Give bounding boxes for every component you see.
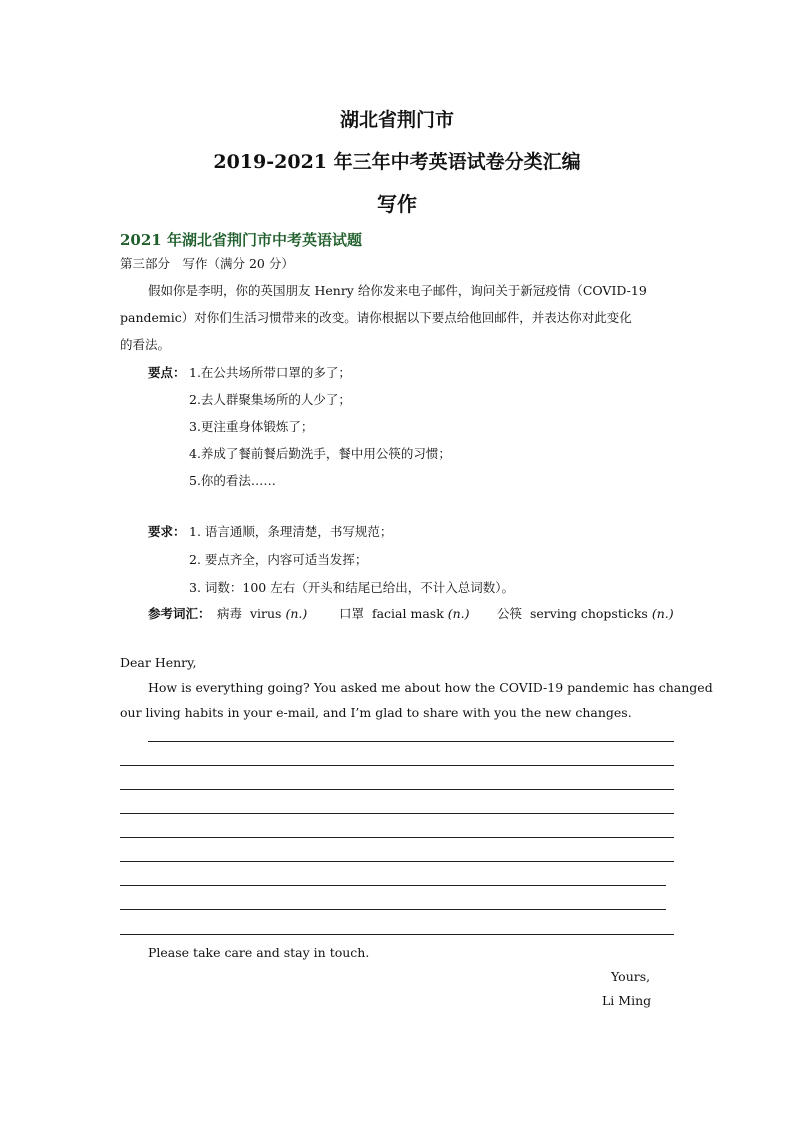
point-item: 2.去人群聚集场所的人少了； <box>189 392 351 407</box>
requirement-item: 3. 词数：100 左右（开头和结尾已给出，不计入总词数）。 <box>189 580 514 595</box>
vocab-pos: (n.) <box>285 606 308 621</box>
vocab-item-mask <box>339 604 470 622</box>
title-location: 湖北省荆门市 <box>339 109 454 131</box>
writing-line[interactable] <box>120 813 674 814</box>
vocab-en: facial mask <box>371 606 444 621</box>
point-item: 3.更注重身体锻炼了； <box>189 419 314 434</box>
requirements-label: 要求： <box>148 524 186 539</box>
prompt-line-3: 的看法。 <box>120 337 171 352</box>
vocab-cn: 公筷 <box>497 606 523 621</box>
vocab-pos: (n.) <box>651 606 674 621</box>
requirement-item: 2. 要点齐全，内容可适当发挥； <box>189 552 368 567</box>
writing-line[interactable] <box>120 909 666 910</box>
letter-closing: Please take care and stay in touch. <box>148 945 370 960</box>
writing-line[interactable] <box>120 765 674 766</box>
writing-line[interactable] <box>120 837 674 838</box>
part-label: 第三部分 写作（满分 20 分） <box>120 256 294 271</box>
section-title: 2021 年湖北省荆门市中考英语试题 <box>120 231 362 249</box>
point-item: 4.养成了餐前餐后勤洗手，餐中用公筷的习惯； <box>189 446 451 461</box>
points-label: 要点： <box>148 365 186 380</box>
title-writing: 写作 <box>377 192 417 216</box>
vocab-item-virus <box>217 604 307 622</box>
vocab-en: virus <box>249 606 282 621</box>
vocab-cn: 口罩 <box>339 606 365 621</box>
vocab-cn: 病毒 <box>217 606 243 621</box>
writing-line[interactable] <box>120 934 674 935</box>
vocab-pos: (n.) <box>447 606 470 621</box>
letter-opening-line-1: How is everything going? You asked me about how the COVID-19 pandemic has changed <box>148 680 713 695</box>
letter-signature-name: Li Ming <box>602 993 652 1008</box>
point-item: 5.你的看法…… <box>189 473 276 488</box>
vocab-item-chopsticks <box>497 604 674 622</box>
letter-signoff: Yours, <box>611 969 651 984</box>
writing-line[interactable] <box>120 885 666 886</box>
writing-line[interactable] <box>120 861 674 862</box>
vocab-label: 参考词汇： <box>148 606 211 621</box>
writing-line[interactable] <box>120 789 674 790</box>
prompt-line-1: 假如你是李明，你的英国朋友 Henry 给你发来电子邮件，询问关于新冠疫情（COVID-19 <box>148 283 647 298</box>
letter-opening-line-2: our living habits in your e-mail, and I’m glad to share with you the new changes. <box>120 705 632 720</box>
letter-salutation: Dear Henry, <box>120 655 197 670</box>
vocab-en: serving chopsticks <box>529 606 648 621</box>
prompt-line-2: pandemic）对你们生活习惯带来的改变。请你根据以下要点给他回邮件，并表达你对此变化 <box>120 310 632 325</box>
point-item: 1.在公共场所带口罩的多了； <box>189 365 351 380</box>
requirement-item: 1. 语言通顺，条理清楚，书写规范； <box>189 524 393 539</box>
writing-line[interactable] <box>148 741 674 742</box>
title-collection: 2019-2021 年三年中考英语试卷分类汇编 <box>213 151 581 173</box>
